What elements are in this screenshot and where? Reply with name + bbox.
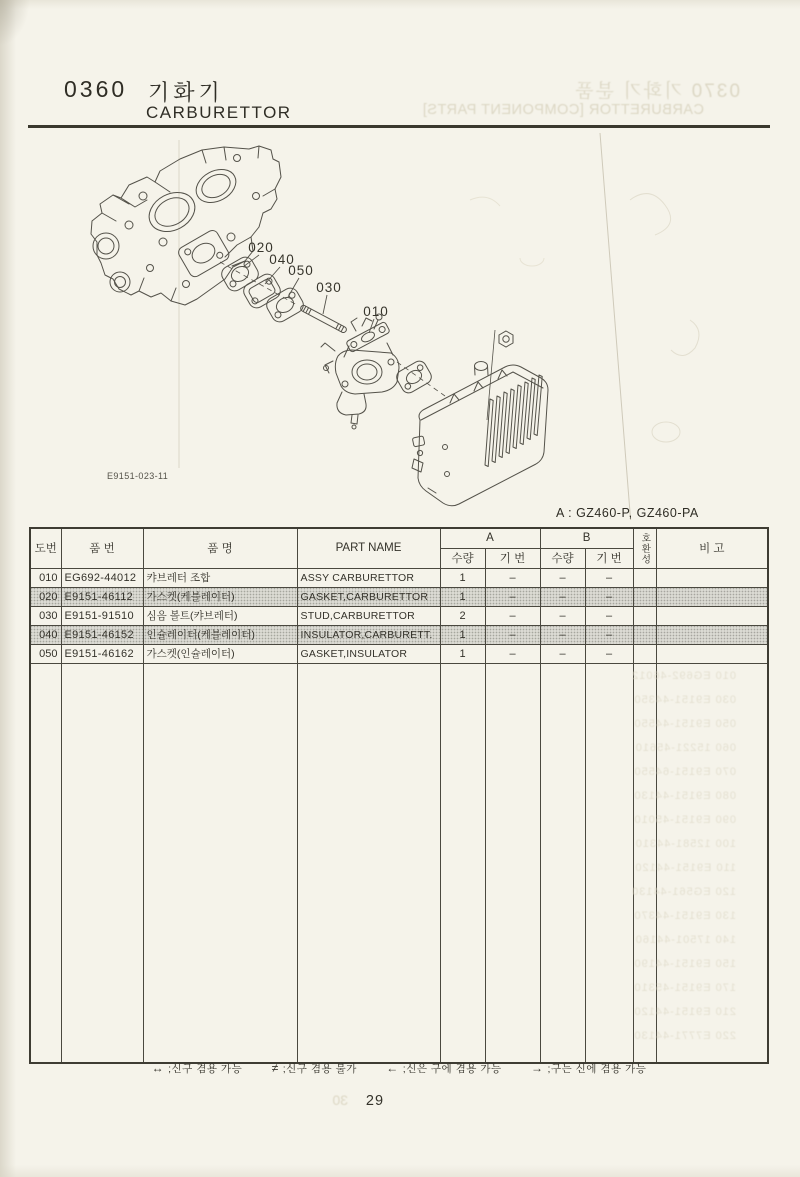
cell-part-no: E9151-46162 <box>61 644 143 663</box>
col-header-part-name: PART NAME <box>297 528 440 568</box>
cell-compat <box>633 606 656 625</box>
cell-compat <box>633 644 656 663</box>
page-title-english: CARBURETTOR <box>146 103 292 122</box>
col-header-part-no: 품 번 <box>61 528 143 568</box>
legend-item: ↔ ;신구 겸용 가능 <box>151 1061 243 1075</box>
cell-qty-a: 2 <box>440 606 485 625</box>
carburettor-010 <box>321 314 399 429</box>
both-arrow-icon: ↔ <box>151 1061 165 1075</box>
table-row-050 <box>30 644 768 663</box>
cell-qty-b: – <box>540 568 585 587</box>
cell-name-ko: 심음 볼트(캬브레터) <box>143 606 297 625</box>
col-header-remarks: 비 고 <box>656 528 768 568</box>
cell-remarks <box>656 606 768 625</box>
cell-name-en: INSULATOR,CARBURETT. <box>297 625 440 644</box>
intake-flange <box>176 228 231 279</box>
cell-no: 050 <box>30 644 61 663</box>
section-code: 0360 <box>64 76 128 102</box>
exploded-parts-diagram <box>0 130 800 520</box>
cell-no: 040 <box>30 625 61 644</box>
col-header-serial-b: 기 번 <box>585 548 633 568</box>
page-title-korean: 기화기 <box>148 80 224 105</box>
cell-part-no: EG692-44012 <box>61 568 143 587</box>
ghost-page-number: 30 <box>332 1092 348 1108</box>
table-row-030 <box>30 606 768 625</box>
left-arrow-icon: ← <box>386 1061 399 1075</box>
callout-030: 030 <box>316 280 342 295</box>
col-header-name-ko: 품 명 <box>143 528 297 568</box>
cell-qty-a: 1 <box>440 587 485 606</box>
cell-ser-b: – <box>585 587 633 606</box>
cell-name-en: ASSY CARBURETTOR <box>297 568 440 587</box>
stud-030 <box>300 304 348 333</box>
air-cleaner <box>412 362 548 506</box>
cell-compat <box>633 587 656 606</box>
col-header-group-a: A <box>440 528 540 548</box>
cell-qty-a: 1 <box>440 568 485 587</box>
cell-ser-a: – <box>485 644 540 663</box>
gasket-insulator-050 <box>264 285 306 325</box>
cell-compat <box>633 625 656 644</box>
cell-remarks <box>656 644 768 663</box>
cell-remarks <box>656 587 768 606</box>
not-equal-icon: ≠ <box>271 1061 279 1075</box>
callout-040: 040 <box>269 252 295 267</box>
legend-item: ← ;신은 구에 겸용 가능 <box>386 1061 502 1075</box>
cell-qty-b: – <box>540 644 585 663</box>
col-header-qty-b: 수량 <box>540 548 585 568</box>
cell-name-ko: 캬브레터 조합 <box>143 568 297 587</box>
right-arrow-icon: → <box>531 1061 544 1075</box>
cell-compat <box>633 568 656 587</box>
col-header-serial-a: 기 번 <box>485 548 540 568</box>
cell-name-en: GASKET,INSULATOR <box>297 644 440 663</box>
table-row-040 <box>30 625 768 644</box>
cell-ser-b: – <box>585 644 633 663</box>
col-header-no: 도번 <box>30 528 61 568</box>
col-header-compat: 호환성 <box>633 528 656 568</box>
cell-ser-a: – <box>485 587 540 606</box>
cell-ser-a: – <box>485 568 540 587</box>
cell-name-en: GASKET,CARBURETTOR <box>297 587 440 606</box>
cell-name-ko: 가스켓(케블레이터) <box>143 587 297 606</box>
header-rule <box>28 125 770 128</box>
cell-qty-b: – <box>540 587 585 606</box>
compatibility-legend <box>30 1061 768 1076</box>
table-row-020 <box>30 587 768 606</box>
ghost-header-korean: 0370 기화기 분품 <box>573 81 740 102</box>
col-header-qty-a: 수량 <box>440 548 485 568</box>
cell-no: 020 <box>30 587 61 606</box>
cell-remarks <box>656 568 768 587</box>
table-row-010 <box>30 568 768 587</box>
cell-name-ko: 가스켓(인슐레이터) <box>143 644 297 663</box>
ghost-table-rows: 010 EG692-46012 030 E9151-44350 050 E9151-44550 060 15221-45610 070 E9151-64550 080 E9151-44130 090 E9151-45010 100 12581-44310 110 E9151-44120 120 EG561-44130 130 E9151-44370 140 17501-44160 150 E9151-44190 170 E9151-45310 210 E9151-44120 220 E7771-44130 <box>631 670 736 1042</box>
scan-corner-shadow <box>0 0 30 46</box>
figure-code: E9151-023-11 <box>107 471 169 481</box>
cell-part-no: E9151-46152 <box>61 625 143 644</box>
cell-ser-b: – <box>585 606 633 625</box>
callout-050: 050 <box>288 263 314 278</box>
legend-item: → ;구는 신에 겸용 가능 <box>531 1061 647 1075</box>
callout-020: 020 <box>248 240 274 255</box>
page-number: 29 <box>365 1093 385 1109</box>
paper-creases <box>179 133 699 520</box>
cell-name-en: STUD,CARBURETTOR <box>297 606 440 625</box>
cell-ser-a: – <box>485 606 540 625</box>
cell-part-no: E9151-91510 <box>61 606 143 625</box>
model-applicability: A : GZ460-P, GZ460-PA <box>556 506 699 520</box>
cell-ser-b: – <box>585 625 633 644</box>
ghost-header-english: CARBURETTOR [COMPONENT PARTS] <box>422 102 704 118</box>
cell-ser-b: – <box>585 568 633 587</box>
cell-ser-a: – <box>485 625 540 644</box>
cell-qty-a: 1 <box>440 644 485 663</box>
legend-item: ≠ ;신구 겸용 불가 <box>271 1061 357 1075</box>
cell-name-ko: 인슐레이터(케블레이터) <box>143 625 297 644</box>
scan-edge-bottom <box>0 1165 800 1177</box>
cell-part-no: E9151-46112 <box>61 587 143 606</box>
cell-qty-b: – <box>540 625 585 644</box>
cell-no: 030 <box>30 606 61 625</box>
scan-edge-top <box>0 0 800 9</box>
cell-qty-a: 1 <box>440 625 485 644</box>
col-header-group-b: B <box>540 528 633 548</box>
cell-qty-b: – <box>540 606 585 625</box>
cell-remarks <box>656 625 768 644</box>
cell-no: 010 <box>30 568 61 587</box>
callout-010: 010 <box>363 304 389 319</box>
